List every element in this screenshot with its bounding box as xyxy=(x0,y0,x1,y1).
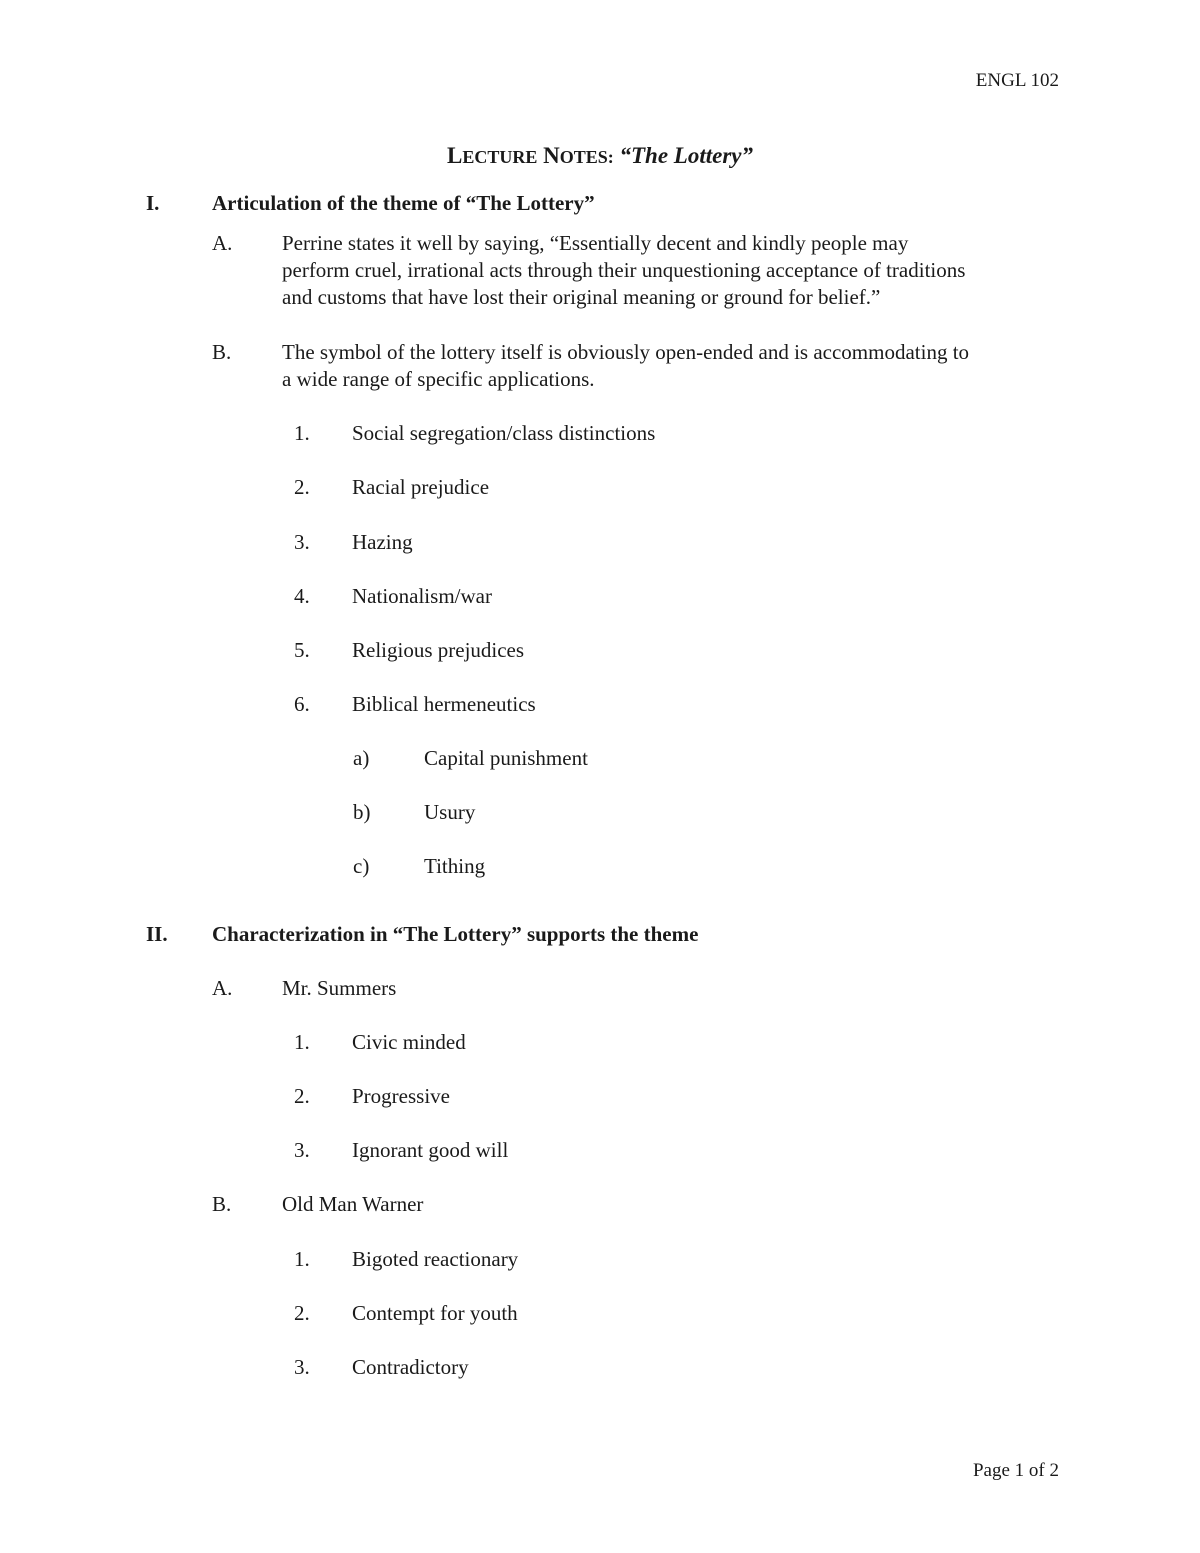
entry-letter: A. xyxy=(212,976,233,1000)
item-text: Ignorant good will xyxy=(352,1138,509,1162)
item-text: Civic minded xyxy=(352,1030,466,1054)
subitem-letter: c) xyxy=(353,854,370,878)
subitem-letter: b) xyxy=(353,800,371,824)
entry-text: Old Man Warner xyxy=(282,1192,424,1216)
section-title: Articulation of the theme of “The Lottery” xyxy=(212,191,595,215)
item-text: Contradictory xyxy=(352,1355,469,1379)
item-text: Racial prejudice xyxy=(352,475,490,499)
item-text: Social segregation/class distinctions xyxy=(352,421,656,445)
title-work: “The Lottery” xyxy=(619,143,753,168)
item-number: 1. xyxy=(294,421,310,445)
item-number: 4. xyxy=(294,584,310,608)
paragraph-line: a wide range of specific applications. xyxy=(282,367,595,391)
entry-text: Mr. Summers xyxy=(282,976,397,1000)
item-number: 2. xyxy=(294,1301,310,1325)
subitem-text: Capital punishment xyxy=(424,746,588,770)
item-text: Bigoted reactionary xyxy=(352,1247,519,1271)
item-text: Nationalism/war xyxy=(352,584,492,608)
page-title xyxy=(0,143,1200,169)
item-number: 1. xyxy=(294,1030,310,1054)
subitem-text: Usury xyxy=(424,800,476,824)
paragraph-line: and customs that have lost their original meaning or ground for belief.” xyxy=(282,285,881,309)
paragraph-line: The symbol of the lottery itself is obviously open-ended and is accommodating to xyxy=(282,340,970,364)
subitem-letter: a) xyxy=(353,746,370,770)
entry-paragraph xyxy=(282,230,1072,311)
item-number: 2. xyxy=(294,475,310,499)
item-number: 5. xyxy=(294,638,310,662)
paragraph-line: Perrine states it well by saying, “Essentially decent and kindly people may xyxy=(282,231,909,255)
item-number: 3. xyxy=(294,530,310,554)
outline-entry xyxy=(212,230,1072,311)
title-letter-l: L xyxy=(446,143,463,168)
section-title: Characterization in “The Lottery” supports the theme xyxy=(212,922,699,946)
entry-letter: B. xyxy=(212,340,232,364)
section-numeral: I. xyxy=(146,191,160,215)
subitem-text: Tithing xyxy=(424,854,486,878)
course-code: ENGL 102 xyxy=(975,70,1059,91)
entry-letter: A. xyxy=(212,231,233,255)
item-text: Religious prejudices xyxy=(352,638,525,662)
item-number: 3. xyxy=(294,1138,310,1162)
title-otes: OTES: xyxy=(559,147,614,167)
item-text: Progressive xyxy=(352,1084,450,1108)
entry-paragraph xyxy=(282,339,1072,393)
item-text: Hazing xyxy=(352,530,413,554)
item-number: 1. xyxy=(294,1247,310,1271)
page-number: Page 1 of 2 xyxy=(972,1460,1059,1481)
item-number: 2. xyxy=(294,1084,310,1108)
item-text: Contempt for youth xyxy=(352,1301,518,1325)
entry-letter: B. xyxy=(212,1192,232,1216)
outline-entry xyxy=(212,339,1072,393)
title-ecture: ECTURE xyxy=(462,147,538,167)
section-numeral: II. xyxy=(146,922,168,946)
title-letter-n: N xyxy=(543,143,560,168)
paragraph-line: perform cruel, irrational acts through their unquestioning acceptance of traditions xyxy=(282,258,966,282)
item-text: Biblical hermeneutics xyxy=(352,692,536,716)
item-number: 3. xyxy=(294,1355,310,1379)
item-number: 6. xyxy=(294,692,310,716)
